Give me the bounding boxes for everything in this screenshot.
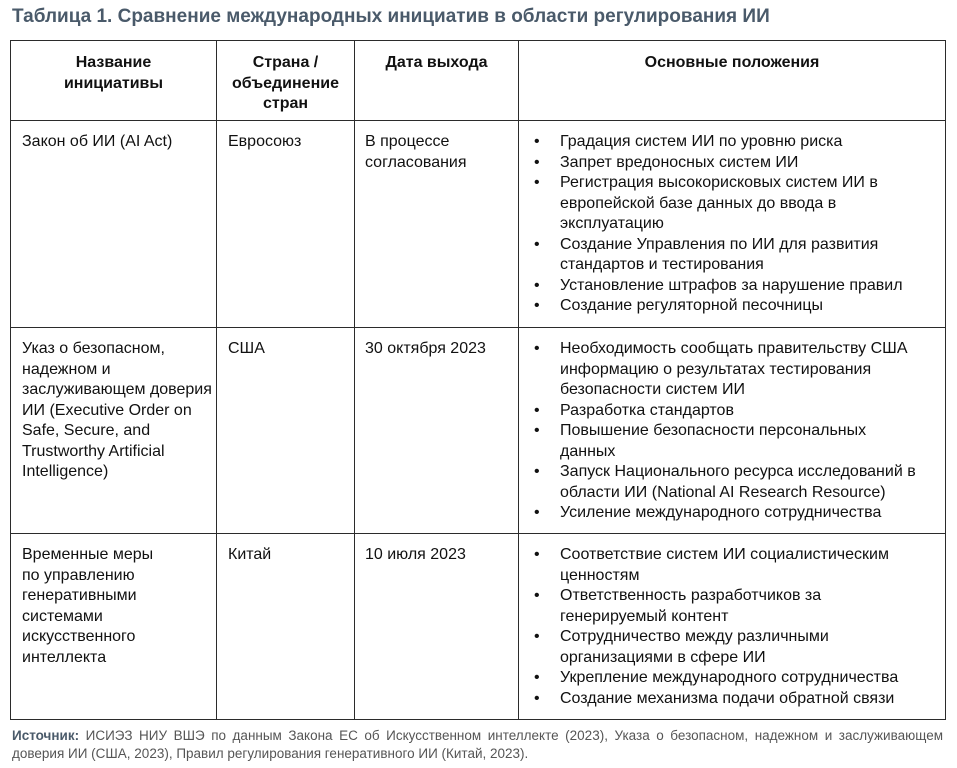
- header-row: [11, 41, 946, 121]
- provisions-list: [530, 339, 937, 524]
- provision-item: • Создание регуляторной песочницы: [560, 296, 937, 317]
- cell-provisions: [519, 121, 946, 328]
- provision-item: • Регистрация высокорисковых систем ИИ в европейской базе данных до ввода в эксплуатацию: [560, 173, 900, 235]
- cell-provisions: [519, 328, 946, 534]
- header-country: Страна / объединение стран: [217, 41, 355, 121]
- provision-item: • Создание механизма подачи обратной связи: [560, 689, 937, 710]
- cell-initiative-name: Временные меры по управлению генеративными системами искусственного интеллекта: [11, 534, 217, 720]
- table-row-eu: [11, 121, 946, 328]
- source-label: Источник:: [12, 728, 80, 743]
- provision-item: • Создание Управления по ИИ для развития стандартов и тестирования: [560, 235, 930, 276]
- provision-item: • Усиление международного сотрудничества: [560, 503, 937, 524]
- source-note: [12, 727, 943, 763]
- source-text: ИСИЭЗ НИУ ВШЭ по данным Закона ЕС об Искусственном интеллекте (2023), Указа о безопасном, надежном и заслуживающем доверия ИИ (США, 2023), Правил регулирования генеративного ИИ (Китай, 2023).: [12, 728, 943, 761]
- cell-country: Китай: [217, 534, 355, 720]
- provision-item: • Разработка стандартов: [560, 401, 937, 422]
- table-title: Таблица 1. Сравнение международных инициатив в области регулирования ИИ: [12, 6, 770, 27]
- header-release-date: Дата выхода: [355, 41, 519, 121]
- header-initiative-name: Название инициативы: [11, 41, 217, 121]
- table-row-usa: [11, 328, 946, 534]
- comparison-table: [10, 40, 946, 720]
- provision-item: • Запрет вредоносных систем ИИ: [560, 153, 937, 174]
- cell-country: Евросоюз: [217, 121, 355, 328]
- provision-item: • Установление штрафов за нарушение правил: [560, 276, 937, 297]
- cell-release-date: 10 июля 2023: [355, 534, 519, 720]
- cell-initiative-name: Закон об ИИ (AI Act): [11, 121, 217, 328]
- provision-item: • Соответствие систем ИИ социалистическим ценностям: [560, 545, 937, 586]
- table-row-china: [11, 534, 946, 720]
- provision-item: • Ответственность разработчиков за генерируемый контент: [560, 586, 840, 627]
- provision-item: • Необходимость сообщать правительству США информацию о результатах тестирования безопасности систем ИИ: [560, 339, 910, 401]
- cell-initiative-name: Указ о безопасном, надежном и заслуживающем доверия ИИ (Executive Order on Safe, Secure, and Trustworthy Artificial Intelligence): [11, 328, 217, 534]
- provision-item: • Запуск Национального ресурса исследований в области ИИ (National AI Research Resource): [560, 462, 937, 503]
- provision-item: • Укрепление международного сотрудничества: [560, 668, 937, 689]
- cell-release-date: 30 октября 2023: [355, 328, 519, 534]
- provisions-list: [530, 132, 937, 317]
- provisions-list: [530, 545, 937, 709]
- provision-item: • Градация систем ИИ по уровню риска: [560, 132, 937, 153]
- cell-provisions: [519, 534, 946, 720]
- header-key-provisions: Основные положения: [519, 41, 946, 121]
- cell-release-date: В процессе согласования: [355, 121, 519, 328]
- cell-country: США: [217, 328, 355, 534]
- provision-item: • Сотрудничество между различными организациями в сфере ИИ: [560, 627, 870, 668]
- provision-item: • Повышение безопасности персональных данных: [560, 421, 910, 462]
